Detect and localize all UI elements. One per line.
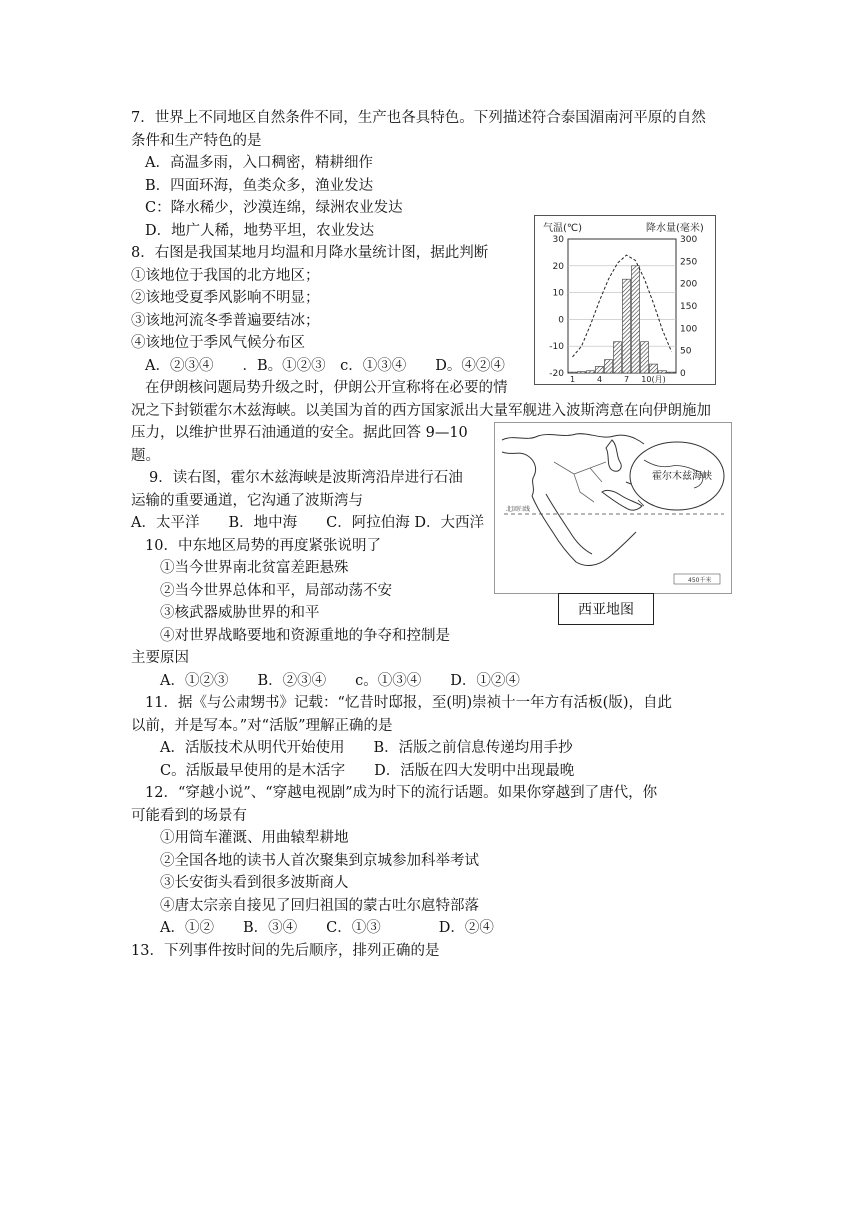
precipitation-bar	[578, 372, 586, 373]
scale-label: 450千米	[688, 577, 712, 584]
strait-label: 霍尔木兹海峡	[652, 471, 712, 482]
q11-stem-line1: 11．据《与公肃甥书》记载：“忆昔时邸报，至(明)崇祯十一年方有活板(版)，自此	[145, 695, 672, 711]
q12-statement-1: ①用筒车灌溉、用曲辕犁耕地	[160, 830, 349, 846]
q10-options: A．①②③ B．②③④ c。①③④ D．①②④	[160, 673, 520, 689]
left-axis-label: 气温(℃)	[543, 223, 583, 234]
left-tick-label: 0	[558, 315, 564, 326]
x-tick-label: 4	[596, 375, 603, 384]
precipitation-bar	[650, 364, 658, 373]
passage-line3: 压力，以维护世界石油通道的安全。据此回答 9—10	[131, 425, 468, 441]
q12-statement-2: ②全国各地的读书人首次聚集到京城参加科举考试	[160, 853, 479, 869]
q12-statement-3: ③长安街头看到很多波斯商人	[160, 875, 349, 891]
map-caption: 西亚地图	[558, 593, 654, 625]
q12-stem-line1: 12．“穿越小说”、“穿越电视剧”成为时下的流行话题。如果你穿越到了唐代，你	[145, 785, 658, 801]
x-tick-label: 1	[569, 375, 576, 384]
precipitation-bar	[596, 366, 604, 373]
left-tick-label: 20	[552, 261, 564, 272]
q11-options-cd: C。活版最早使用的是木活字 D．活版在四大发明中出现最晚	[160, 763, 575, 779]
q8-stem: 8．右图是我国某地月均温和月降水量统计图，据此判断	[131, 245, 489, 261]
x-tick-label: 10(月)	[641, 375, 666, 384]
x-tick-label: 7	[623, 375, 630, 384]
q9-options: A．太平洋 B．地中海 C．阿拉伯海 D．大西洋	[131, 515, 484, 531]
climate-chart	[534, 215, 716, 385]
q11-options-ab: A．活版技术从明代开始使用 B．活版之前信息传递均用手抄	[160, 740, 573, 756]
q7-stem-line2: 条件和生产特色的是	[131, 133, 262, 149]
q8-statement-2: ②该地受夏季风影响不明显；	[131, 290, 320, 306]
left-tick-label: 30	[552, 235, 564, 245]
q10-stem: 10．中东地区局势的再度紧张说明了	[145, 538, 381, 554]
precipitation-bar	[668, 372, 676, 373]
right-tick-label: 300	[680, 235, 698, 245]
q8-statement-4: ④该地位于季风气候分布区	[131, 335, 305, 351]
q7-option-c: C：降水稀少，沙漠连绵，绿洲农业发达	[145, 200, 403, 216]
precipitation-bar	[623, 279, 631, 373]
west-asia-map	[494, 422, 732, 594]
right-axis-label: 降水量(毫米)	[646, 223, 704, 234]
q12-options: A．①② B．③④ C．①③ D．②④	[160, 920, 494, 936]
q9-stem-line1: 9．读右图，霍尔木兹海峡是波斯湾沿岸进行石油	[149, 470, 463, 486]
tropic-label: 北回归线	[506, 506, 531, 513]
q7-option-b: B．四面环海，鱼类众多，渔业发达	[145, 178, 374, 194]
right-tick-label: 50	[680, 346, 692, 357]
precipitation-bar	[569, 372, 577, 373]
q10-statement-1: ①当今世界南北贫富差距悬殊	[160, 560, 349, 576]
right-tick-label: 100	[680, 324, 698, 335]
q10-statement-3: ③核武器威胁世界的和平	[160, 605, 320, 621]
q7-option-d: D．地广人稀，地势平坦，农业发达	[145, 223, 375, 239]
q12-stem-line2: 可能看到的场景有	[131, 808, 247, 824]
right-tick-label: 0	[680, 369, 686, 379]
precipitation-bar	[659, 371, 667, 373]
q8-options: A．②③④ ．B。①②③ c．①③④ D。④②④	[145, 358, 505, 374]
precipitation-bar	[614, 342, 622, 373]
precipitation-bar	[641, 342, 649, 373]
passage-line1: 在伊朗核问题局势升级之时，伊朗公开宣称将在必要的情	[145, 380, 508, 396]
passage-line2: 况之下封锁霍尔木兹海峡。以美国为首的西方国家派出大量军舰进入波斯湾意在向伊朗施加	[131, 403, 711, 419]
q10-statement-2: ②当今世界总体和平，局部动荡不安	[160, 583, 392, 599]
passage-line4: 题。	[131, 448, 160, 464]
right-tick-label: 200	[680, 279, 698, 290]
q7-option-a: A．高温多雨，入口稠密，精耕细作	[145, 155, 373, 171]
q13-stem: 13．下列事件按时间的先后顺序，排列正确的是	[131, 943, 440, 959]
precipitation-bar	[605, 360, 613, 373]
left-tick-label: 10	[552, 288, 564, 299]
left-tick-label: -20	[549, 369, 564, 379]
q9-stem-line2: 运输的重要通道，它沟通了波斯湾与	[131, 493, 363, 509]
precipitation-bar	[632, 266, 640, 373]
q12-statement-4: ④唐太宗亲自接见了回归祖国的蒙古吐尔扈特部落	[160, 898, 479, 914]
q8-statement-3: ③该地河流冬季普遍要结冰；	[131, 313, 320, 329]
q7-stem-line1: 7．世界上不同地区自然条件不同，生产也各具特色。下列描述符合泰国湄南河平原的自然	[131, 110, 706, 126]
q11-stem-line2: 以前，并是写本。”对“活版”理解正确的是	[131, 718, 393, 734]
precipitation-bar	[587, 371, 595, 373]
q10-statement-4-cont: 主要原因	[131, 650, 189, 666]
right-tick-label: 250	[680, 257, 698, 268]
q8-statement-1: ①该地位于我国的北方地区；	[131, 268, 320, 284]
q10-statement-4: ④对世界战略要地和资源重地的争夺和控制是	[160, 628, 450, 644]
left-tick-label: -10	[549, 342, 564, 353]
right-tick-label: 150	[680, 302, 698, 312]
